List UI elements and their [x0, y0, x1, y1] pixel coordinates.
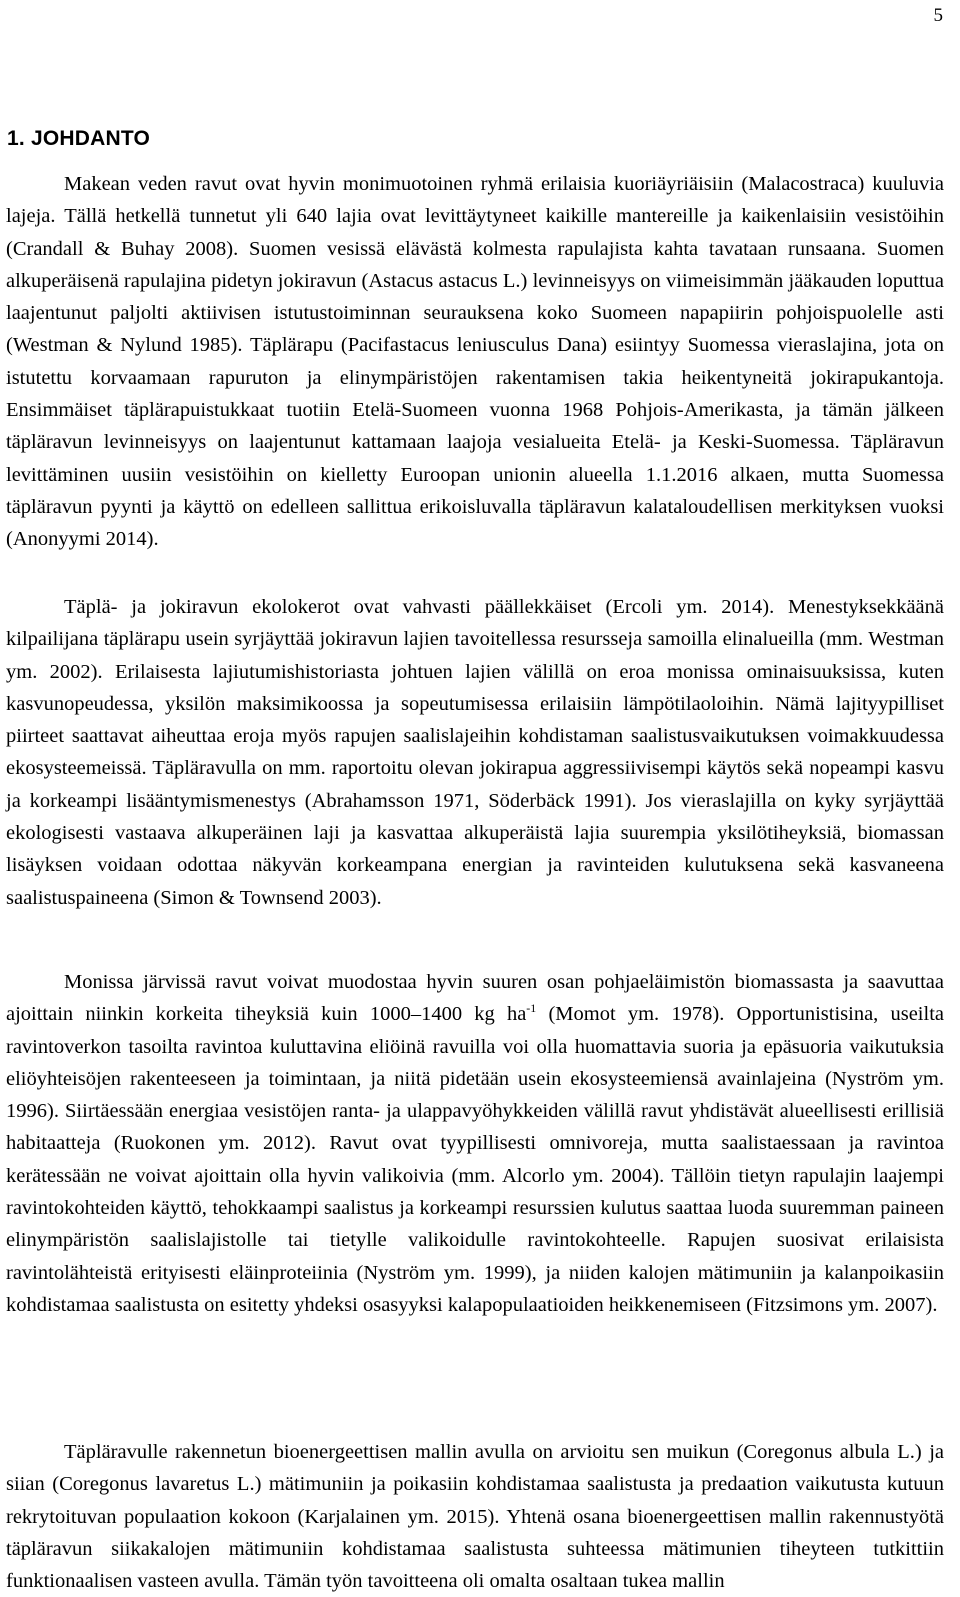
- paragraph-biomass-text-1: Monissa järvissä ravut voivat muodostaa hyvin suuren osan pohjaeläimistön biomassasta ja saavuttaa ajoittain niinkin korkeita tiheyksiä kuin 1000–1400 kg ha: [6, 971, 944, 1026]
- page-number: 5: [933, 5, 943, 26]
- paragraph-niche-overlap: Täplä- ja jokiravun ekolokerot ovat vahvasti päällekkäiset (Ercoli ym. 2014). Menestyksekkäänä kilpailijana täplärapu usein syrjäyttää jokiravun lajien tavoitellessa resursseja samoilla elinalueilla (mm. Westman ym. 2002). Erilaisesta lajiutumishistoriasta johtuen lajien välillä on eroa monissa ominaisuuksissa, kuten kasvunopeudessa, yksilön maksimikoossa ja sopeutumisessa erilaisiin lämpötilaoloihin. Nämä lajityypilliset piirteet saattavat aiheuttaa eroja myös rapujen saalislajeihin kohdistaman saalistusvaikutuksen voimakkuudessa ekosysteemeissä. Täpläravulla on mm. raportoitu olevan jokirapua aggressiivisempi käytös sekä nopeampi kasvu ja korkeampi lisääntymismenestys (Abrahamsson 1971, Söderbäck 1991). Jos vieraslajilla on kyky syrjäyttää ekologisesti vastaava alkuperäinen laji ja kasvattaa alkuperäistä lajia suurempia yksilötiheyksiä, biomassan lisäyksen voidaan odottaa näkyvän korkeampana energian ja ravinteiden kulutuksena sekä kasvaneena saalistuspaineena (Simon & Townsend 2003).: [6, 596, 944, 909]
- paragraph-biomass-text-2: (Momot ym. 1978). Opportunistisina, useilta ravintoverkon tasoilta ravintoa kuluttavina eliöinä ravuilla voi olla huomattavia suoria ja epäsuoria vaikutuksia eliöyhteisöjen rakenteeseen ja toimintaan, ja niitä pidetään usein ekosysteemiensä avainlajeina (Nyström ym. 1996). Siirtäessään energiaa vesistöjen ranta- ja ulappavyöhykkeiden välillä ravut yhdistävät alueellisesti erillisiä habitaatteja (Ruokonen ym. 2012). Ravut ovat tyypillisesti omnivoreja, mutta saalistaessaan ja ravintoa kerätessään ne voivat ajoittain olla hyvin valikoivia (mm. Alcorlo ym. 2004). Tällöin tietyn rapulajin laajempi ravintokohteiden käyttö, tehokkaampi saalistus ja korkeampi resurssien kulutus saattaa luoda suuremman paineen elinympäristön saalislajistolle tai tietylle valikoidulle ravintokohteelle. Rapujen suosivat erilaisista ravintolähteistä erityisesti eläinproteiinia (Nyström ym. 1999), ja niiden kalojen mätimuniin ja kalanpoikasiin kohdistamaa saalistusta on esitetty yhdeksi osasyyksi kalapopulaatioiden heikkenemiseen (Fitzsimons ym. 2007).: [6, 1003, 944, 1316]
- superscript-exponent: -1: [526, 1001, 537, 1016]
- section-heading: 1. JOHDANTO: [7, 127, 151, 150]
- paragraph-intro: Makean veden ravut ovat hyvin monimuotoinen ryhmä erilaisia kuoriäyriäisiin (Malacostraca) kuuluvia lajeja. Tällä hetkellä tunnetut yli 640 lajia ovat levittäytyneet kaikille mantereille ja kaikenlaisiin vesistöihin (Crandall & Buhay 2008). Suomen vesissä elävästä kolmesta rapulajista kahta tavataan runsaana. Suomen alkuperäisenä rapulajina pidetyn jokiravun (Astacus astacus L.) levinneisyys on viimeisimmän jääkauden loputtua laajentunut paljolti aktiivisen istutustoiminnan seurauksena koko Suomeen napapiirin pohjoispuolelle asti (Westman & Nylund 1985). Täplärapu (Pacifastacus leniusculus Dana) esiintyy Suomessa vieraslajina, jota on istutettu korvaamaan rapuruton ja elinympäristöjen rakentamisen takia heikentyneitä jokirapukantoja. Ensimmäiset täplärapuistukkaat tuotiin Etelä-Suomeen vuonna 1968 Pohjois-Amerikasta, ja tämän jälkeen täpläravun levinneisyys on laajentunut kattamaan laajoja vesialueita Etelä- ja Keski-Suomessa. Täpläravun levittäminen uusiin vesistöihin on kielletty Euroopan unionin alueella 1.1.2016 alkaen, mutta Suomessa täpläravun pyynti ja käyttö on edelleen sallittua erikoisluvalla täpläravun kalataloudellisen merkityksen vuoksi (Anonyymi 2014).: [6, 173, 944, 551]
- paragraph-bioenergetic-model: Täpläravulle rakennetun bioenergeettisen mallin avulla on arvioitu sen muikun (Coregonus albula L.) ja siian (Coregonus lavaretus L.) mätimuniin ja poikasiin kohdistamaa saalistusta ja predaation vaikutusta kutuun rekrytoituvan populaation kokoon (Karjalainen ym. 2015). Yhtenä osana bioenergeettisen mallin rakennustyötä täpläravun siikakalojen mätimuniin kohdistamaa saalistusta suhteessa mätimunien tiheyteen tutkittiin funktionaalisen vasteen avulla. Tämän työn tavoitteena oli omalta osaltaan tukea mallin: [6, 1441, 944, 1593]
- paragraph-biomass: [6, 966, 944, 1321]
